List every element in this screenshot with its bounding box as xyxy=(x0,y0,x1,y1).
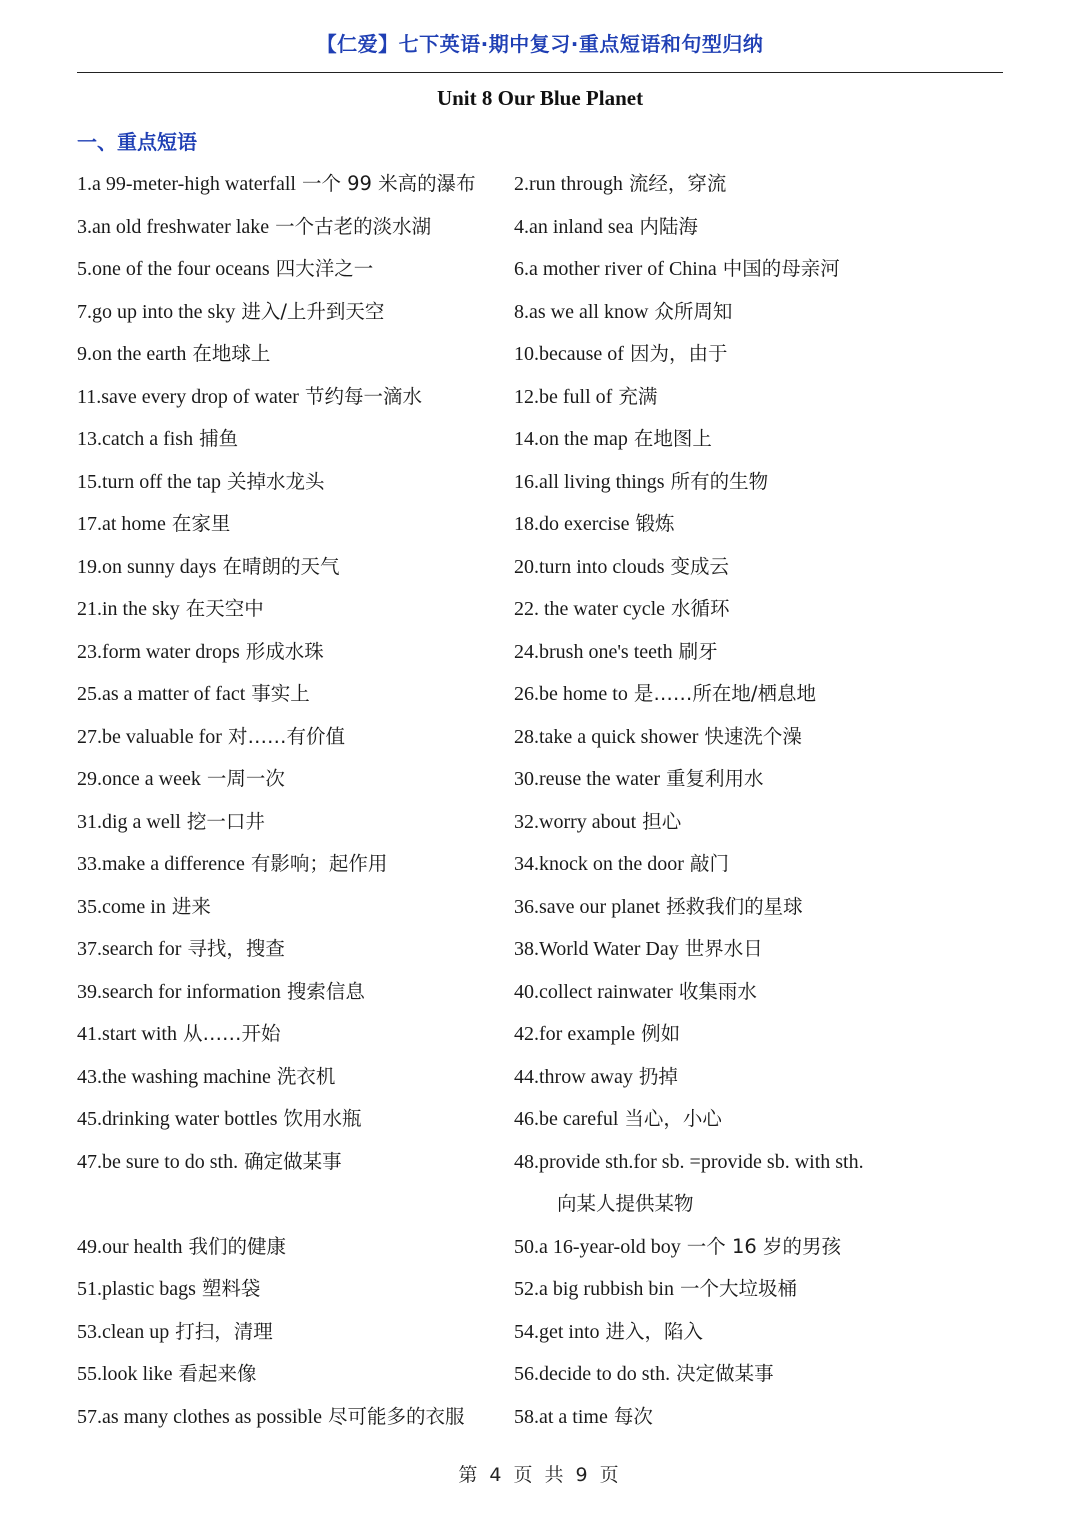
phrase-chinese: 每次 xyxy=(613,1404,653,1428)
phrase-english: take a quick shower xyxy=(539,725,699,748)
phrase-row xyxy=(77,461,1007,504)
phrase-item xyxy=(77,206,431,249)
phrase-item xyxy=(514,333,727,376)
phrase-number: 38. xyxy=(514,938,539,960)
phrase-chinese: 洗衣机 xyxy=(276,1064,336,1088)
phrase-item xyxy=(77,801,265,844)
phrase-item xyxy=(77,1311,273,1354)
phrase-english: turn into clouds xyxy=(539,555,665,578)
phrase-item xyxy=(514,1396,653,1439)
phrase-item xyxy=(514,1311,703,1354)
phrase-number: 20. xyxy=(514,555,539,578)
unit-title: Unit 8 Our Blue Planet xyxy=(436,86,644,110)
phrase-number: 50. xyxy=(514,1235,539,1258)
phrase-number: 40. xyxy=(514,980,539,1003)
phrase-item xyxy=(77,843,387,886)
phrase-item xyxy=(514,376,657,419)
phrase-number: 54. xyxy=(514,1320,539,1343)
phrase-number: 12. xyxy=(514,385,539,408)
phrase-number: 19. xyxy=(77,555,102,578)
phrase-chinese: 决定做某事 xyxy=(676,1362,774,1385)
phrase-row xyxy=(77,291,1007,334)
phrase-row xyxy=(77,1353,1007,1396)
phrase-english: turn off the tap xyxy=(102,470,222,493)
phrase-chinese: 一个 99 米高的瀑布 xyxy=(301,172,476,195)
phrase-item xyxy=(77,1353,257,1396)
phrase-item xyxy=(514,248,840,291)
phrase-number: 49. xyxy=(77,1235,102,1258)
phrase-row xyxy=(77,248,1007,291)
phrase-english: a 16-year-old boy xyxy=(539,1235,681,1258)
phrase-english: the washing machine xyxy=(102,1065,271,1088)
phrase-row xyxy=(77,1013,1007,1056)
phrase-english: go up into the sky xyxy=(92,300,236,323)
phrase-chinese: 世界水日 xyxy=(684,937,763,960)
phrase-chinese: 刷牙 xyxy=(678,639,718,663)
phrase-chinese: 四大洋之一 xyxy=(275,257,374,280)
phrase-number: 3. xyxy=(77,215,92,238)
page-number: 第 4 页 共 9 页 xyxy=(458,1464,622,1486)
phrase-item xyxy=(514,588,730,631)
phrase-item xyxy=(514,886,803,929)
document-header-title: 【仁爱】七下英语·期中复习·重点短语和句型归纳 xyxy=(316,32,764,56)
phrase-item xyxy=(514,206,698,249)
phrase-item xyxy=(77,1098,362,1141)
phrase-number: 24. xyxy=(514,640,539,663)
phrase-number: 31. xyxy=(77,810,102,833)
phrase-row xyxy=(77,163,1007,206)
phrase-chinese: 节约每一滴水 xyxy=(304,384,422,408)
phrase-item xyxy=(77,418,238,461)
phrase-english: drinking water bottles xyxy=(102,1108,278,1130)
phrase-number: 6. xyxy=(514,258,529,280)
phrase-item xyxy=(514,631,718,674)
phrase-number: 5. xyxy=(77,258,92,280)
phrase-number: 46. xyxy=(514,1108,539,1130)
phrase-chinese: 事实上 xyxy=(251,682,310,705)
phrase-number: 21. xyxy=(77,598,102,620)
phrase-chinese: 在家里 xyxy=(171,512,231,535)
phrase-item xyxy=(77,1226,286,1269)
phrase-number: 43. xyxy=(77,1065,102,1088)
phrase-chinese: 确定做某事 xyxy=(244,1149,342,1173)
phrase-number: 53. xyxy=(77,1320,102,1343)
phrase-item xyxy=(514,163,726,206)
phrase-chinese: 变成云 xyxy=(670,554,730,578)
phrase-row xyxy=(77,418,1007,461)
phrase-row xyxy=(77,333,1007,376)
phrase-item xyxy=(77,758,285,801)
phrase-item xyxy=(77,461,325,504)
phrase-chinese: 是……所在地/栖息地 xyxy=(633,682,816,705)
phrase-english: search for xyxy=(102,938,182,960)
phrase-english: brush one's teeth xyxy=(539,640,673,663)
phrase-english: reuse the water xyxy=(539,768,661,790)
phrase-chinese: 尽可能多的衣服 xyxy=(327,1404,465,1428)
phrase-english: on sunny days xyxy=(102,555,217,578)
phrase-item xyxy=(514,971,757,1014)
phrase-english: start with xyxy=(102,1023,177,1045)
phrase-chinese: 中国的母亲河 xyxy=(722,257,840,280)
phrase-english: a 99-meter-high waterfall xyxy=(92,173,296,195)
phrase-chinese: 在地图上 xyxy=(633,427,712,450)
phrase-chinese: 看起来像 xyxy=(178,1362,257,1385)
phrase-row xyxy=(77,631,1007,674)
phrase-number: 45. xyxy=(77,1108,102,1130)
phrase-chinese: 在天空中 xyxy=(185,597,264,620)
phrase-english: be careful xyxy=(539,1108,619,1130)
phrase-number: 17. xyxy=(77,513,102,535)
phrase-row xyxy=(77,1056,1007,1099)
phrase-item xyxy=(77,163,476,206)
phrase-item xyxy=(514,1353,774,1396)
phrase-row xyxy=(77,801,1007,844)
phrase-english: catch a fish xyxy=(102,428,194,450)
phrase-row xyxy=(77,1311,1007,1354)
phrase-number: 35. xyxy=(77,895,102,918)
phrase-english: knock on the door xyxy=(539,853,684,875)
phrase-chinese: 当心，小心 xyxy=(624,1107,722,1130)
phrase-item xyxy=(77,1013,281,1056)
phrase-english: come in xyxy=(102,895,166,918)
phrase-number: 32. xyxy=(514,810,539,833)
phrase-item xyxy=(77,333,270,376)
phrase-chinese: 众所周知 xyxy=(654,299,733,323)
header-divider xyxy=(77,72,1003,73)
phrase-number: 51. xyxy=(77,1278,102,1300)
phrase-english: clean up xyxy=(102,1320,170,1343)
phrase-number: 33. xyxy=(77,853,102,875)
phrase-chinese: 关掉水龙头 xyxy=(227,469,325,493)
phrase-chinese: 水循环 xyxy=(671,597,730,620)
phrase-number: 44. xyxy=(514,1065,539,1088)
phrase-item xyxy=(77,1396,464,1439)
phrase-english: decide to do sth. xyxy=(539,1363,671,1385)
phrase-row xyxy=(77,588,1007,631)
phrase-item xyxy=(77,716,345,759)
phrase-item xyxy=(77,928,285,971)
phrase-row xyxy=(77,376,1007,419)
phrase-item xyxy=(77,1141,342,1184)
phrase-number: 25. xyxy=(77,683,102,705)
phrase-english: worry about xyxy=(539,810,637,833)
phrase-english: get into xyxy=(539,1320,600,1343)
phrase-number: 1. xyxy=(77,173,92,195)
phrase-row xyxy=(77,716,1007,759)
phrase-item xyxy=(77,376,422,419)
phrase-number: 57. xyxy=(77,1405,102,1428)
phrase-item xyxy=(77,546,339,589)
phrase-chinese: 一个 16 岁的男孩 xyxy=(686,1234,841,1258)
phrase-row xyxy=(77,886,1007,929)
phrase-chinese: 进来 xyxy=(171,894,211,918)
phrase-chinese: 挖一口井 xyxy=(186,809,265,833)
phrase-item xyxy=(77,886,211,929)
phrase-english: a mother river of China xyxy=(529,258,717,280)
phrase-english: at home xyxy=(102,513,166,535)
phrase-row xyxy=(77,503,1007,546)
phrase-item xyxy=(77,291,384,334)
phrase-chinese: 流经，穿流 xyxy=(628,172,727,195)
phrase-chinese: 收集雨水 xyxy=(678,979,757,1003)
phrase-number: 56. xyxy=(514,1363,539,1385)
phrase-chinese: 在地球上 xyxy=(192,342,271,365)
phrase-english: as we all know xyxy=(529,300,649,323)
phrase-english: World Water Day xyxy=(539,938,679,960)
phrase-item xyxy=(77,971,365,1014)
phrase-chinese: 扔掉 xyxy=(638,1064,678,1088)
phrase-english: do exercise xyxy=(539,513,630,535)
phrase-english: search for information xyxy=(102,980,281,1003)
phrase-row xyxy=(77,673,1007,716)
phrase-english: plastic bags xyxy=(102,1278,196,1300)
phrase-chinese: 例如 xyxy=(641,1022,681,1045)
phrase-number: 14. xyxy=(514,428,539,450)
phrase-item xyxy=(514,418,712,461)
phrase-english: once a week xyxy=(102,768,201,790)
phrase-chinese: 内陆海 xyxy=(639,214,698,238)
phrase-item xyxy=(77,1056,335,1099)
phrase-row xyxy=(77,1396,1007,1439)
phrase-english: collect rainwater xyxy=(539,980,673,1003)
phrase-number: 13. xyxy=(77,428,102,450)
phrase-number: 37. xyxy=(77,938,102,960)
phrase-item xyxy=(514,1098,722,1141)
phrase-item xyxy=(514,1226,841,1269)
phrase-english: the water cycle xyxy=(539,598,666,620)
phrase-number: 18. xyxy=(514,513,539,535)
phrase-chinese: 所有的生物 xyxy=(670,469,769,493)
phrase-english: be home to xyxy=(539,683,628,705)
phrase-english: because of xyxy=(539,343,624,365)
phrase-item xyxy=(77,503,230,546)
phrase-item xyxy=(514,843,729,886)
phrase-item xyxy=(514,291,732,334)
phrase-chinese: 敲门 xyxy=(689,852,729,875)
phrase-number: 15. xyxy=(77,470,102,493)
phrase-item xyxy=(514,1141,864,1215)
phrase-chinese: 从……开始 xyxy=(183,1022,281,1045)
phrase-chinese: 在晴朗的天气 xyxy=(222,554,340,578)
phrase-number: 41. xyxy=(77,1023,102,1045)
phrase-english: be full of xyxy=(539,385,613,408)
phrase-english: one of the four oceans xyxy=(92,258,270,280)
phrase-chinese: 打扫，清理 xyxy=(175,1319,273,1343)
phrase-english: on the earth xyxy=(92,343,187,365)
phrase-chinese: 一个古老的淡水湖 xyxy=(275,214,432,238)
phrase-number: 23. xyxy=(77,640,102,663)
phrase-number: 11. xyxy=(77,385,102,408)
phrase-chinese: 担心 xyxy=(642,809,682,833)
phrase-english: form water drops xyxy=(102,640,240,663)
phrase-chinese: 我们的健康 xyxy=(188,1234,287,1258)
phrase-item xyxy=(514,928,763,971)
phrase-english: at a time xyxy=(539,1405,608,1428)
phrase-number: 29. xyxy=(77,768,102,790)
phrase-number: 16. xyxy=(514,470,539,493)
phrase-row xyxy=(77,928,1007,971)
phrase-number: 9. xyxy=(77,343,92,365)
phrase-item xyxy=(514,461,768,504)
phrase-row xyxy=(77,1098,1007,1141)
phrase-item xyxy=(514,503,675,546)
phrase-number: 7. xyxy=(77,300,92,323)
phrase-row xyxy=(77,1268,1007,1311)
phrase-chinese: 快速洗个澡 xyxy=(704,724,802,748)
phrase-chinese: 一个大垃圾桶 xyxy=(680,1277,798,1300)
phrase-item xyxy=(514,1013,680,1056)
phrase-chinese: 寻找，搜查 xyxy=(187,937,285,960)
phrase-english: look like xyxy=(102,1363,173,1385)
phrase-chinese: 锻炼 xyxy=(635,512,675,535)
phrase-english: be sure to do sth. xyxy=(102,1150,239,1173)
phrase-row xyxy=(77,1226,1007,1269)
phrase-english: be valuable for xyxy=(102,725,222,748)
phrase-english: save every drop of water xyxy=(101,385,299,408)
phrase-english: on the map xyxy=(539,428,628,450)
phrase-english: an old freshwater lake xyxy=(92,215,270,238)
phrase-item xyxy=(514,546,729,589)
phrase-item xyxy=(514,758,764,801)
phrase-chinese: 搜索信息 xyxy=(286,979,365,1003)
phrase-number: 30. xyxy=(514,768,539,790)
phrase-item xyxy=(77,673,310,716)
phrase-chinese: 对……有价值 xyxy=(227,724,345,748)
phrase-item xyxy=(77,588,264,631)
phrase-item xyxy=(77,631,324,674)
phrase-english: as many clothes as possible xyxy=(102,1405,322,1428)
phrase-chinese: 捕鱼 xyxy=(199,427,239,450)
phrase-row xyxy=(77,843,1007,886)
phrase-chinese: 形成水珠 xyxy=(245,639,324,663)
phrase-number: 42. xyxy=(514,1023,539,1045)
phrase-english: throw away xyxy=(539,1065,633,1088)
phrase-english: an inland sea xyxy=(529,215,634,238)
phrase-row xyxy=(77,758,1007,801)
phrase-chinese: 有影响；起作用 xyxy=(250,852,388,875)
phrase-english: all living things xyxy=(539,470,665,493)
phrase-chinese: 充满 xyxy=(618,384,658,408)
phrase-row xyxy=(77,971,1007,1014)
phrase-number: 34. xyxy=(514,853,539,875)
phrase-english: our health xyxy=(102,1235,183,1258)
phrase-english: as a matter of fact xyxy=(102,683,246,705)
phrase-english: for example xyxy=(539,1023,636,1045)
phrase-number: 28. xyxy=(514,725,539,748)
phrase-chinese: 拯救我们的星球 xyxy=(666,894,803,918)
phrase-chinese: 饮用水瓶 xyxy=(283,1107,362,1130)
phrase-number: 8. xyxy=(514,300,529,323)
phrase-item xyxy=(514,801,681,844)
phrase-number: 39. xyxy=(77,980,102,1003)
phrase-english: provide sth.for sb. =provide sb. with sth. xyxy=(539,1150,864,1173)
phrase-english: dig a well xyxy=(102,810,181,833)
phrase-chinese: 因为，由于 xyxy=(629,342,728,365)
phrase-item xyxy=(77,248,373,291)
phrase-number: 47. xyxy=(77,1150,102,1173)
phrase-row xyxy=(77,1141,1007,1226)
phrase-chinese: 进入，陷入 xyxy=(605,1319,704,1343)
phrase-number: 4. xyxy=(514,215,529,238)
phrase-row xyxy=(77,206,1007,249)
phrase-item xyxy=(514,1268,797,1311)
phrase-number: 52. xyxy=(514,1278,539,1300)
phrase-english: make a difference xyxy=(102,853,245,875)
phrase-item xyxy=(77,1268,260,1311)
phrase-english: in the sky xyxy=(102,598,180,620)
phrase-number: 55. xyxy=(77,1363,102,1385)
phrase-list xyxy=(77,163,1007,1438)
phrase-item xyxy=(514,716,802,759)
phrase-english: run through xyxy=(529,173,623,195)
phrase-number: 58. xyxy=(514,1405,539,1428)
phrase-number: 27. xyxy=(77,725,102,748)
phrase-english: save our planet xyxy=(539,895,661,918)
phrase-number: 10. xyxy=(514,343,539,365)
phrase-chinese: 重复利用水 xyxy=(666,767,764,790)
phrase-number: 26. xyxy=(514,683,539,705)
phrase-chinese: 塑料袋 xyxy=(201,1277,261,1300)
section-heading: 一、重点短语 xyxy=(77,130,197,154)
phrase-chinese: 向某人提供某物 xyxy=(557,1192,694,1215)
phrase-item xyxy=(514,673,816,716)
phrase-item xyxy=(514,1056,678,1099)
phrase-number: 2. xyxy=(514,173,529,195)
phrase-number: 36. xyxy=(514,895,539,918)
phrase-chinese: 一周一次 xyxy=(206,767,285,790)
phrase-row xyxy=(77,546,1007,589)
phrase-number: 48. xyxy=(514,1150,539,1173)
phrase-english: a big rubbish bin xyxy=(539,1278,674,1300)
phrase-chinese: 进入/上升到天空 xyxy=(241,299,385,323)
phrase-number: 22. xyxy=(514,598,539,620)
